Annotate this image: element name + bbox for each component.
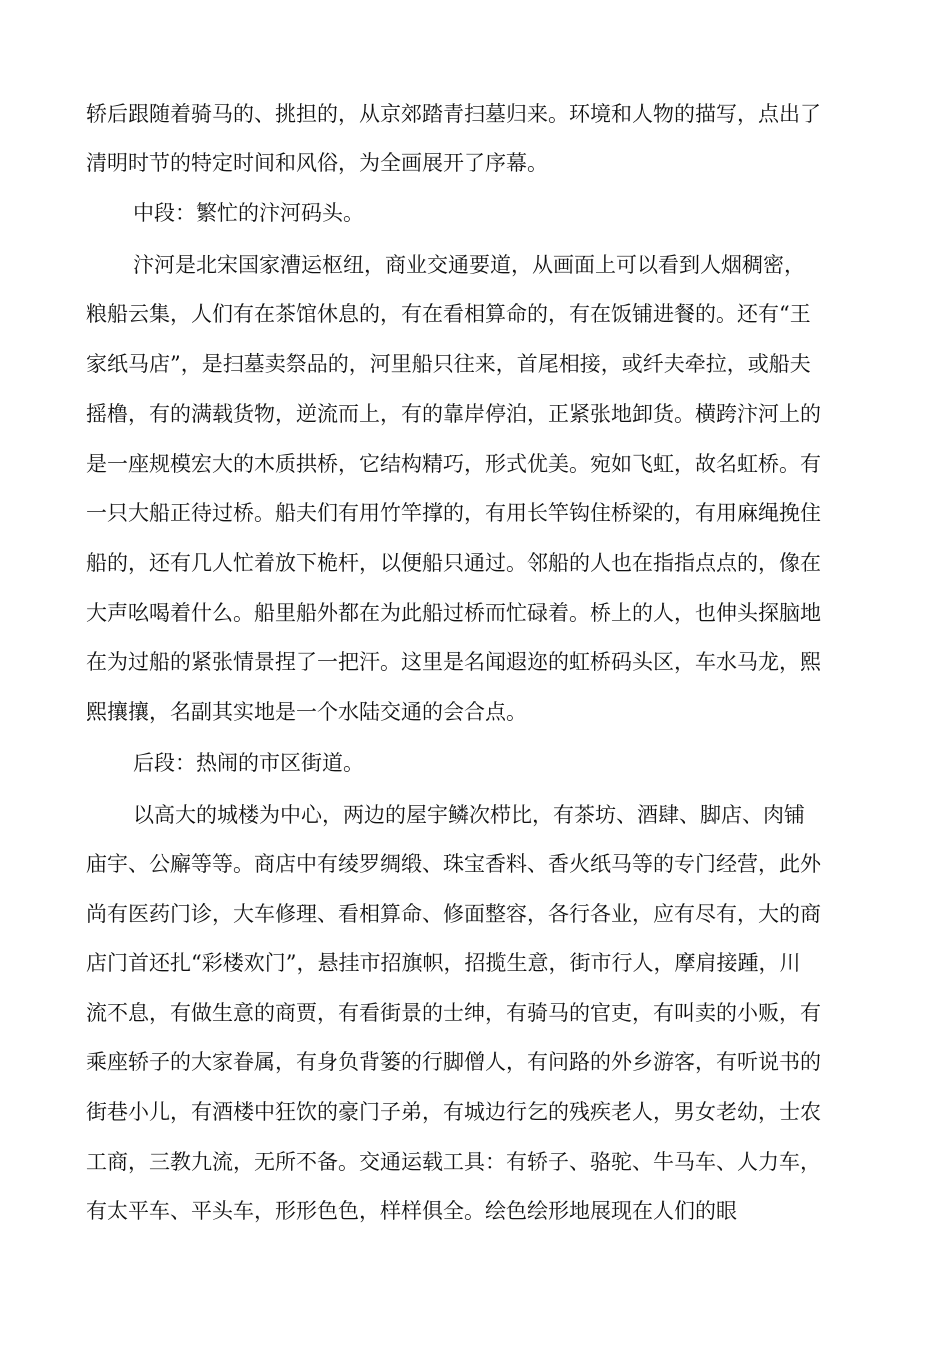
text-line: 街巷小儿，有酒楼中狂饮的豪门子弟，有城边行乞的残疾老人，男女老幼，士农 [86,1100,821,1124]
text-line: 熙攘攘，名副其实地是一个水陆交通的会合点。 [86,700,527,724]
text-line: 工商，三教九流，无所不备。交通运载工具：有轿子、骆驼、牛马车、人力车， [86,1150,821,1174]
text-line: 船的，还有几人忙着放下桅杆，以便船只通过。邻船的人也在指指点点的，像在 [86,551,821,575]
text-line: 大声吆喝着什么。船里船外都在为此船过桥而忙碌着。桥上的人，也伸头探脑地 [86,601,821,625]
text-line: 流不息，有做生意的商贾，有看街景的士绅，有骑马的官吏，有叫卖的小贩，有 [86,1001,821,1025]
text-line: 在为过船的紧张情景捏了一把汗。这里是名闻遐迩的虹桥码头区，车水马龙，熙 [86,650,821,674]
text-line: 家纸马店”，是扫墓卖祭品的，河里船只往来，首尾相接，或纤夫牵拉，或船夫 [86,352,811,376]
text-line: 一只大船正待过桥。船夫们有用竹竿撑的，有用长竿钩住桥梁的，有用麻绳挽住 [86,501,821,525]
text-line: 庙宇、公廨等等。商店中有绫罗绸缎、珠宝香料、香火纸马等的专门经营，此外 [86,852,821,876]
text-line: 摇橹，有的满载货物，逆流而上，有的靠岸停泊，正紧张地卸货。横跨汴河上的 [86,402,821,426]
text-line: 清明时节的特定时间和风俗，为全画展开了序幕。 [86,151,548,175]
text-line: 粮船云集，人们有在茶馆休息的，有在看相算命的，有在饭铺进餐的。还有“王 [86,302,811,326]
section-heading-final: 后段：热闹的市区街道。 [133,751,364,775]
text-line: 店门首还扎“彩楼欢门”，悬挂市招旗帜，招揽生意，街市行人，摩肩接踵，川 [86,951,801,975]
paragraph-first-line: 汴河是北宋国家漕运枢纽，商业交通要道，从画面上可以看到人烟稠密， [133,253,805,277]
paragraph-first-line: 以高大的城楼为中心，两边的屋宇鳞次栉比，有茶坊、酒肆、脚店、肉铺 [133,803,805,827]
text-line: 是一座规模宏大的木质拱桥，它结构精巧，形式优美。宛如飞虹，故名虹桥。有 [86,452,821,476]
section-heading-middle: 中段：繁忙的汴河码头。 [133,201,364,225]
text-line: 轿后跟随着骑马的、挑担的，从京郊踏青扫墓归来。环境和人物的描写，点出了 [86,102,821,126]
text-line: 乘座轿子的大家眷属，有身负背篓的行脚僧人，有问路的外乡游客，有听说书的 [86,1050,821,1074]
text-line: 有太平车、平头车，形形色色，样样俱全。绘色绘形地展现在人们的眼 [86,1199,737,1223]
text-line: 尚有医药门诊，大车修理、看相算命、修面整容，各行各业，应有尽有，大的商 [86,902,821,926]
